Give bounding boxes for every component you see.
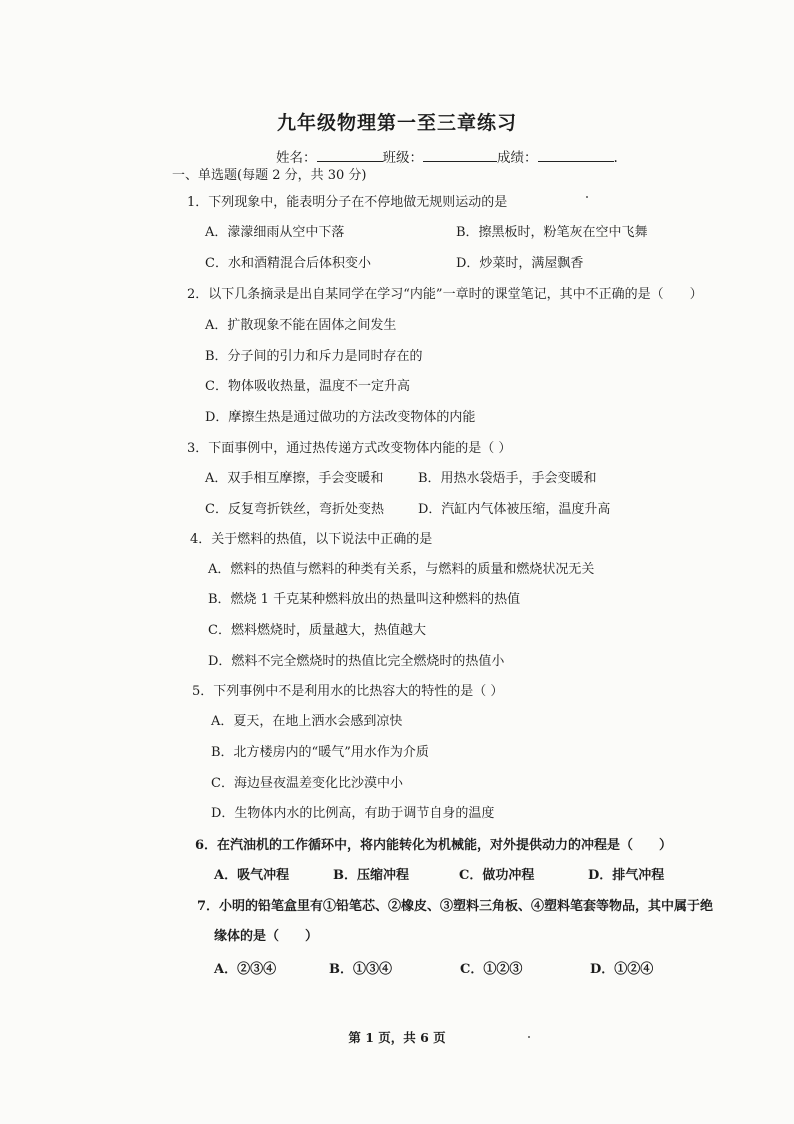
question-1-option-d: D．炒菜时，满屋飘香 xyxy=(456,256,584,271)
question-6-option-c: C．做功冲程 xyxy=(459,868,535,883)
scan-speck xyxy=(528,1036,530,1038)
question-7-stem-line-1: 7．小明的铅笔盒里有①铅笔芯、②橡皮、③塑料三角板、④塑料笔套等物品，其中属于绝 xyxy=(197,899,714,914)
question-1-stem: 1．下列现象中，能表明分子在不停地做无规则运动的是 xyxy=(187,195,508,210)
question-2-option-c: C．物体吸收热量，温度不一定升高 xyxy=(205,379,410,394)
page-footer: 第 1 页，共 6 页 xyxy=(348,1030,446,1045)
question-7-stem-line-2: 缘体的是（ ） xyxy=(214,929,319,944)
section-heading: 一、单选题(每题 2 分，共 30 分) xyxy=(172,168,367,183)
name-label: 姓名： xyxy=(276,150,317,166)
question-3-option-c: C．反复弯折铁丝，弯折处变热 xyxy=(205,502,384,517)
question-5-option-a: A．夏天，在地上洒水会感到凉快 xyxy=(211,714,403,729)
question-7-option-a: A．②③④ xyxy=(214,962,277,977)
question-5-stem: 5．下列事例中不是利用水的比热容大的特性的是（ ） xyxy=(192,684,504,699)
question-7-option-c: C．①②③ xyxy=(460,962,523,977)
class-label: 班级： xyxy=(382,150,423,166)
scan-speck xyxy=(586,196,588,198)
question-3-option-a: A．双手相互摩擦，手会变暖和 xyxy=(205,471,384,486)
end-mark: . xyxy=(613,150,618,166)
student-info-line xyxy=(276,146,618,166)
question-6-option-b: B．压缩冲程 xyxy=(333,868,409,883)
score-label: 成绩： xyxy=(497,150,538,166)
question-4-stem: 4．关于燃料的热值，以下说法中正确的是 xyxy=(190,532,433,547)
name-blank xyxy=(317,148,383,162)
question-7-option-d: D．①②④ xyxy=(590,962,654,977)
question-1-option-c: C．水和酒精混合后体积变小 xyxy=(205,256,371,271)
question-1-option-b: B．擦黑板时，粉笔灰在空中飞舞 xyxy=(456,225,648,240)
question-5-option-c: C．海边昼夜温差变化比沙漠中小 xyxy=(211,776,403,791)
question-3-option-d: D．汽缸内气体被压缩，温度升高 xyxy=(418,502,611,517)
question-4-option-a: A．燃料的热值与燃料的种类有关系，与燃料的质量和燃烧状况无关 xyxy=(208,562,595,577)
question-6-option-a: A．吸气冲程 xyxy=(214,868,290,883)
score-blank xyxy=(538,148,614,162)
page-title: 九年级物理第一至三章练习 xyxy=(276,112,517,134)
question-7-option-b: B．①③④ xyxy=(329,962,392,977)
question-2-option-a: A．扩散现象不能在固体之间发生 xyxy=(205,318,397,333)
question-5-option-d: D．生物体内水的比例高，有助于调节自身的温度 xyxy=(211,806,495,821)
question-2-option-d: D．摩擦生热是通过做功的方法改变物体的内能 xyxy=(205,410,476,425)
question-1-option-a: A．濛濛细雨从空中下落 xyxy=(205,225,345,240)
question-3-stem: 3．下面事例中，通过热传递方式改变物体内能的是（ ） xyxy=(187,441,512,456)
question-2-stem: 2．以下几条摘录是出自某同学在学习“内能”一章时的课堂笔记，其中不正确的是（ ） xyxy=(187,287,703,302)
question-2-option-b: B．分子间的引力和斥力是同时存在的 xyxy=(205,349,423,364)
class-blank xyxy=(423,148,497,162)
question-6-stem: 6．在汽油机的工作循环中，将内能转化为机械能，对外提供动力的冲程是（ ） xyxy=(195,838,673,853)
question-4-option-d: D．燃料不完全燃烧时的热值比完全燃烧时的热值小 xyxy=(208,654,505,669)
question-5-option-b: B．北方楼房内的“暖气”用水作为介质 xyxy=(211,745,429,760)
question-3-option-b: B．用热水袋焐手，手会变暖和 xyxy=(418,471,597,486)
question-4-option-c: C．燃料燃烧时，质量越大，热值越大 xyxy=(208,623,426,638)
question-6-option-d: D．排气冲程 xyxy=(588,868,665,883)
question-4-option-b: B．燃烧 1 千克某种燃料放出的热量叫这种燃料的热值 xyxy=(208,592,521,607)
